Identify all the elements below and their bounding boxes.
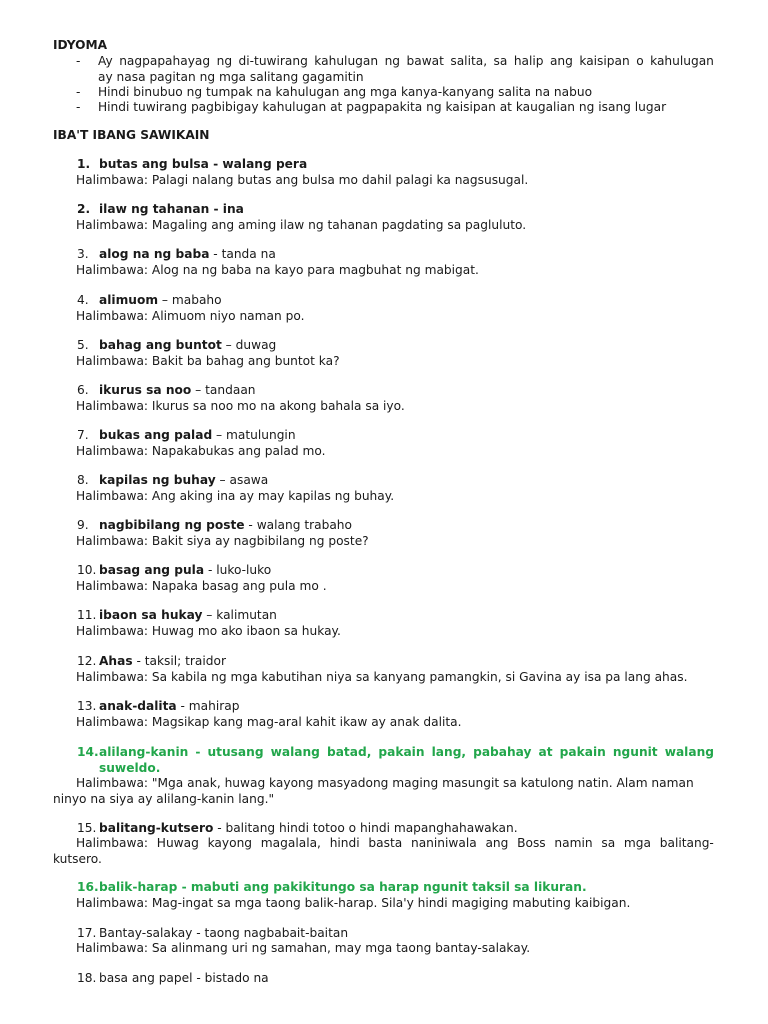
item-example: Halimbawa: Alog na ng baba na kayo para magbuhat ng mabigat. [76,263,479,277]
item-meaning: – duwag [221,338,277,352]
item-15-term: balitang-kutsero [99,821,214,835]
item-example: Halimbawa: Huwag mo ako ibaon sa hukay. [76,624,341,638]
item-term-line [99,653,226,669]
item-term: ibaon sa hukay [99,608,203,622]
item-15-example-line-2: kutsero. [53,852,102,866]
bullet-dash: - [76,85,81,99]
item-17-example: Halimbawa: Sa alinmang uri ng samahan, may mga taong bantay-salakay. [76,941,531,955]
item-example: Halimbawa: Bakit ba bahag ang buntot ka? [76,354,340,368]
item-number: 13. [77,699,97,713]
item-term: Ahas [99,654,133,668]
item-meaning: – matulungin [212,428,296,442]
item-17-term-line: Bantay-salakay - taong nagbabait-baitan [99,926,349,940]
item-term-line [99,607,277,623]
item-term: ikurus sa noo [99,383,192,397]
item-term: anak-dalita [99,699,177,713]
item-meaning: – kalimutan [202,608,277,622]
item-term: butas ang bulsa - walang pera [99,157,308,171]
item-term: alog na ng baba [99,247,210,261]
bullet-1-line-2: ay nasa pagitan ng mga salitang gagamitin [98,70,364,84]
item-term-line [99,472,268,488]
item-example: Halimbawa: Napaka basag ang pula mo . [76,579,327,593]
item-term: basag ang pula [99,563,205,577]
item-meaning: - mahirap [176,699,240,713]
item-term: nagbibilang ng poste [99,518,245,532]
item-term-line [99,427,296,443]
item-meaning: – tandaan [191,383,256,397]
item-term-line [99,517,352,533]
item-16-term-line: balik-harap - mabuti ang pakikitungo sa harap ngunit taksil sa likuran. [99,880,587,894]
item-16-example: Halimbawa: Mag-ingat sa mga taong balik-harap. Sila'y hindi magiging mabuting kaibigan. [76,896,631,910]
bullet-dash: - [76,100,81,114]
item-number: 8. [77,473,89,487]
item-example: Halimbawa: Magaling ang aming ilaw ng tahanan pagdating sa pagluluto. [76,218,527,232]
item-meaning: - luko-luko [204,563,272,577]
item-term-line [99,246,276,262]
item-example: Halimbawa: Ang aking ina ay may kapilas ng buhay. [76,489,395,503]
item-example: Halimbawa: Magsikap kang mag-aral kahit ikaw ay anak dalita. [76,715,462,729]
item-example: Halimbawa: Ikurus sa noo mo na akong bahala sa iyo. [76,399,405,413]
item-term: ilaw ng tahanan - ina [99,202,244,216]
item-number: 7. [77,428,89,442]
item-14-term-line-2: suweldo. [99,761,161,775]
item-number: 6. [77,383,89,397]
item-term-line [99,337,276,353]
item-example: Halimbawa: Alimuom niyo naman po. [76,309,305,323]
item-number: 9. [77,518,89,532]
item-number: 5. [77,338,89,352]
item-meaning: - tanda na [209,247,276,261]
item-17-number: 17. [77,926,97,940]
bullet-1-line-1: Ay nagpapahayag ng di-tuwirang kahulugan ng bawat salita, sa halip ang kaisipan o kahulugan [98,54,714,68]
item-term-line [99,562,271,578]
item-term: bukas ang palad [99,428,213,442]
item-example: Halimbawa: Bakit siya ay nagbibilang ng poste? [76,534,369,548]
item-18-term-line: basa ang papel - bistado na [99,971,269,985]
item-term-line [99,292,222,308]
item-term: kapilas ng buhay [99,473,216,487]
bullet-2: Hindi binubuo ng tumpak na kahulugan ang mga kanya-kanyang salita na nabuo [98,85,593,99]
item-number: 1. [77,157,91,171]
item-term-line [99,698,239,714]
item-15-example-line-1: Halimbawa: Huwag kayong magalala, hindi basta naniniwala ang Boss namin sa mga balitang- [76,836,714,850]
item-15-term-line [99,820,518,836]
section-title-sawikain: IBA'T IBANG SAWIKAIN [53,128,210,142]
item-number: 11. [77,608,97,622]
item-term: alimuom [99,293,159,307]
item-meaning: – mabaho [158,293,222,307]
item-number: 3. [77,247,89,261]
item-meaning: – asawa [215,473,269,487]
item-example: Halimbawa: Napakabukas ang palad mo. [76,444,326,458]
item-meaning: - taksil; traidor [132,654,226,668]
section-title-idyoma: IDYOMA [53,38,108,52]
item-14-number: 14. [77,745,99,759]
item-term: bahag ang buntot [99,338,222,352]
item-15-number: 15. [77,821,97,835]
item-14-example-line-1: Halimbawa: "Mga anak, huwag kayong masyadong maging masungit sa katulong natin. Alam naman [76,776,694,790]
item-term-line [99,382,256,398]
item-18-number: 18. [77,971,97,985]
item-term-line [99,156,307,172]
item-number: 12. [77,654,97,668]
item-number: 2. [77,202,91,216]
item-meaning: - walang trabaho [244,518,352,532]
bullet-dash: - [76,54,81,68]
item-term-line [99,201,244,217]
item-example: Halimbawa: Sa kabila ng mga kabutihan niya sa kanyang pamangkin, si Gavina ay isa pa lang ahas. [76,670,688,684]
item-16-number: 16. [77,880,99,894]
item-example: Halimbawa: Palagi nalang butas ang bulsa mo dahil palagi ka nagsusugal. [76,173,529,187]
item-number: 4. [77,293,89,307]
bullet-3: Hindi tuwirang pagbibigay kahulugan at pagpapakita ng kaisipan at kaugalian ng isang lugar [98,100,667,114]
item-15-meaning: - balitang hindi totoo o hindi mapanghahawakan. [213,821,518,835]
item-14-term-line-1: alilang-kanin - utusang walang batad, pakain lang, pabahay at pakain ngunit walang [99,745,714,759]
item-number: 10. [77,563,97,577]
item-14-example-line-2: ninyo na siya ay alilang-kanin lang." [53,792,275,806]
